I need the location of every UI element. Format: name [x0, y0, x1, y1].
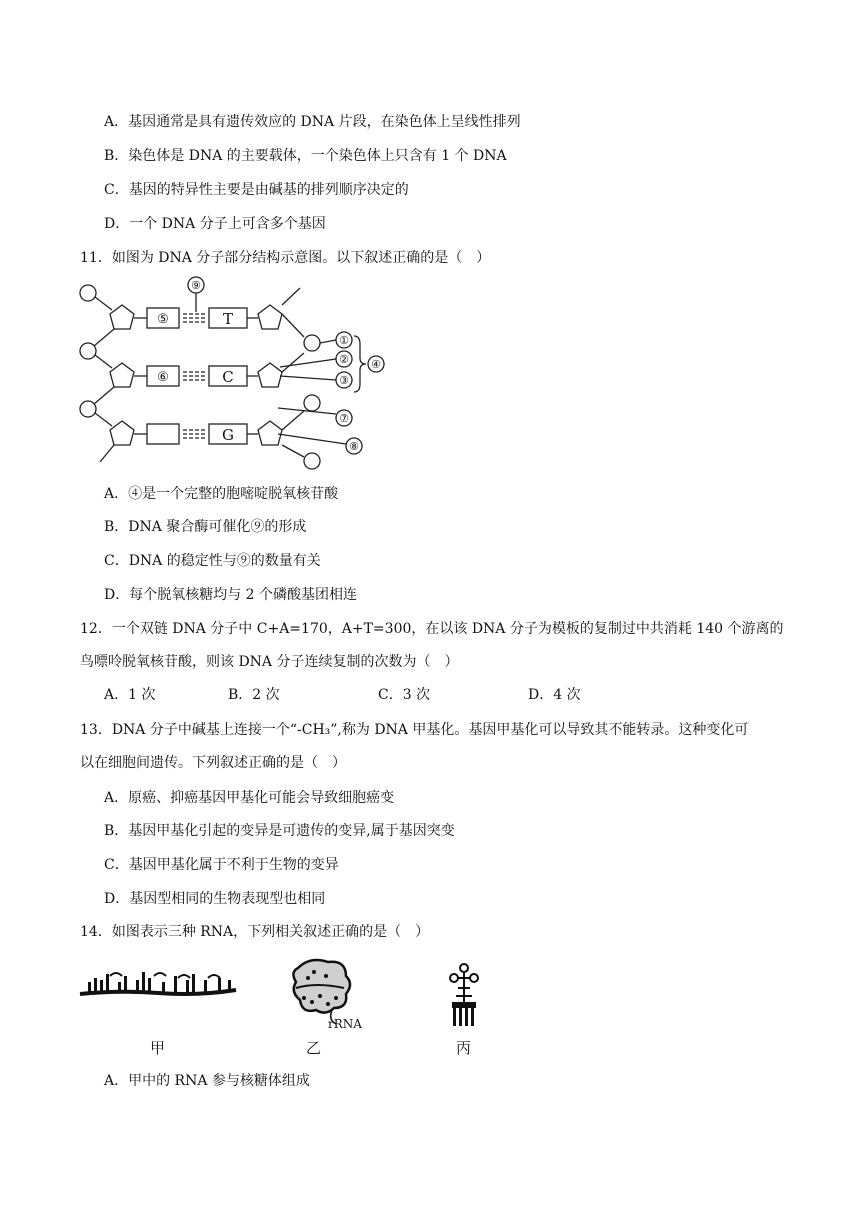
question-11-stem: 11．如图为 DNA 分子部分结构示意图。以下叙述正确的是（ ） — [80, 250, 491, 266]
q13-option-a: A．原癌、抑癌基因甲基化可能会导致细胞癌变 — [104, 790, 395, 806]
trna-figure — [446, 962, 482, 1028]
option-d: D．一个 DNA 分子上可含多个基因 — [104, 216, 326, 232]
option-b: B．染色体是 DNA 的主要载体，一个染色体上只含有 1 个 DNA — [104, 148, 507, 164]
q12-option-d: D．4 次 — [528, 687, 581, 703]
q11-option-b: B．DNA 聚合酶可催化⑨的形成 — [104, 519, 307, 535]
phosphate-circle — [80, 343, 96, 359]
marker-label: ⑦ — [339, 412, 349, 425]
caption-bing: 丙 — [456, 1039, 472, 1057]
q13-option-b: B．基因甲基化引起的变异是可遗传的变异,属于基因突变 — [104, 823, 455, 839]
box-label: ⑤ — [157, 312, 169, 327]
dna-structure-diagram — [72, 272, 392, 472]
question-12-stem-line2: 鸟嘌呤脱氧核苷酸，则该 DNA 分子连续复制的次数为（ ） — [80, 654, 459, 670]
q13-option-d: D．基因型相同的生物表现型也相同 — [104, 891, 326, 907]
q12-option-a: A．1 次 — [104, 687, 156, 703]
question-12-stem-line1: 12．一个双链 DNA 分子中 C+A=170，A+T=300，在以该 DNA 分子为模板的复制过中共消耗 140 个游离的 — [80, 621, 784, 637]
question-13-stem-line1: 13．DNA 分子中碱基上连接一个“-CH₃”,称为 DNA 甲基化。基因甲基化可以导致其不能转录。这种变化可 — [80, 722, 749, 738]
q11-option-d: D．每个脱氧核糖均与 2 个磷酸基团相连 — [104, 587, 358, 603]
q12-option-c: C．3 次 — [378, 687, 431, 703]
marker-label: ④ — [371, 358, 381, 371]
marker-label: ⑧ — [349, 440, 359, 453]
question-13-stem-line2: 以在细胞间遗传。下列叙述正确的是（ ） — [80, 755, 346, 771]
q11-option-a: A．④是一个完整的胞嘧啶脱氧核苷酸 — [104, 486, 339, 502]
base-label: G — [222, 426, 234, 444]
base-label: T — [222, 310, 234, 328]
marker-label: ① — [339, 334, 349, 347]
question-14-stem: 14．如图表示三种 RNA，下列相关叙述正确的是（ ） — [80, 924, 430, 940]
caption-yi: 乙 — [306, 1039, 322, 1057]
q14-option-a: A．甲中的 RNA 参与核糖体组成 — [104, 1073, 310, 1089]
q12-option-b: B．2 次 — [228, 687, 280, 703]
mrna-figure — [78, 968, 238, 1008]
deoxyribose-pentagon — [110, 421, 134, 445]
caption-jia: 甲 — [150, 1039, 166, 1057]
base-label: C — [222, 368, 234, 386]
q11-option-c: C．DNA 的稳定性与⑨的数量有关 — [104, 553, 321, 569]
ribosome-figure — [284, 958, 374, 1030]
deoxyribose-pentagon — [110, 305, 134, 329]
q12-options-row — [104, 685, 704, 707]
marker-label: ② — [339, 353, 349, 366]
option-c: C．基因的特异性主要是由碱基的排列顺序决定的 — [104, 182, 409, 198]
phosphate-circle — [80, 285, 96, 301]
deoxyribose-pentagon — [110, 363, 134, 387]
rrna-label: rRNA — [328, 1017, 362, 1030]
box-label: ⑥ — [157, 370, 169, 385]
q13-option-c: C．基因甲基化属于不利于生物的变异 — [104, 857, 339, 873]
marker-label: ③ — [339, 374, 349, 387]
option-a: A．基因通常是具有遗传效应的 DNA 片段，在染色体上呈线性排列 — [104, 114, 521, 130]
phosphate-circle — [80, 401, 96, 417]
marker-label: ⑨ — [191, 279, 201, 292]
